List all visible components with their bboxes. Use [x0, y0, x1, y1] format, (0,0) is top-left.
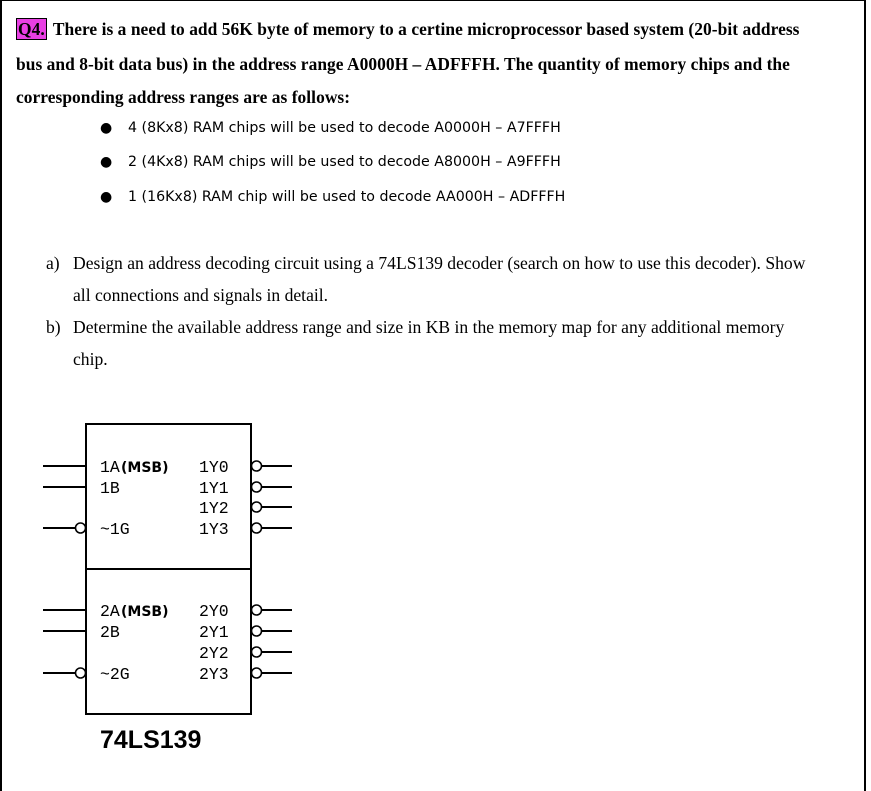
bullet-text-1: 4 (8Kx8) RAM chips will be used to decode A0000H – A7FFFH: [128, 120, 561, 136]
chip-name: 74LS139: [100, 726, 202, 754]
top-outputs: [252, 461, 293, 533]
part-b-label: b): [46, 317, 61, 337]
2y1-label: 2Y1: [199, 623, 229, 642]
1y3-bubble: [252, 523, 262, 533]
2y1-bubble: [252, 626, 262, 636]
question-line-2: bus and 8-bit data bus) in the address range A0000H – ADFFFH. The quantity of memory chips and the: [16, 54, 790, 74]
2y3-label: 2Y3: [199, 665, 229, 684]
1y0-label: 1Y0: [199, 458, 229, 477]
1y2-bubble: [252, 502, 262, 512]
1g-inversion-bubble: [76, 523, 86, 533]
2a-label: 2A: [100, 602, 120, 621]
1y1-label: 1Y1: [199, 479, 229, 498]
2y0-bubble: [252, 605, 262, 615]
part-a-text-1: Design an address decoding circuit using a 74LS139 decoder (search on how to use this decoder). Show: [73, 253, 806, 273]
1b-label: 1B: [100, 479, 120, 498]
1y1-bubble: [252, 482, 262, 492]
bullet-icon: ●: [100, 189, 113, 205]
2b-label: 2B: [100, 623, 120, 642]
bullet-text-3: 1 (16Kx8) RAM chip will be used to decode AA000H – ADFFFH: [128, 189, 566, 205]
2y2-label: 2Y2: [199, 644, 229, 663]
1y2-label: 1Y2: [199, 499, 229, 518]
question-line-3: corresponding address ranges are as follows:: [16, 87, 351, 107]
2g-label: ~2G: [100, 665, 130, 684]
1y3-label: 1Y3: [199, 520, 229, 539]
2g-inversion-bubble: [76, 668, 86, 678]
bullet-text-2: 2 (4Kx8) RAM chips will be used to decode A8000H – A9FFFH: [128, 154, 561, 170]
bullet-icon: ●: [100, 154, 113, 170]
2y3-bubble: [252, 668, 262, 678]
1a-label: 1A: [100, 458, 120, 477]
part-b-text-2: chip.: [73, 349, 108, 369]
question-text-1: There is a need to add 56K byte of memory to a certine microprocessor based system (20-bit address: [52, 19, 800, 39]
1a-msb-note: (MSB): [121, 460, 169, 476]
1g-label: ~1G: [100, 520, 130, 539]
bullet-icon: ●: [100, 120, 113, 136]
part-b-text-1: Determine the available address range and size in KB in the memory map for any additional memory: [73, 317, 785, 337]
1y0-bubble: [252, 461, 262, 471]
2y0-label: 2Y0: [199, 602, 229, 621]
bottom-outputs: [252, 605, 293, 678]
question-number: Q4.: [18, 19, 45, 39]
part-a-text-2: all connections and signals in detail.: [73, 285, 329, 305]
2a-msb-note: (MSB): [121, 604, 169, 620]
2y2-bubble: [252, 647, 262, 657]
part-a-label: a): [46, 253, 60, 273]
